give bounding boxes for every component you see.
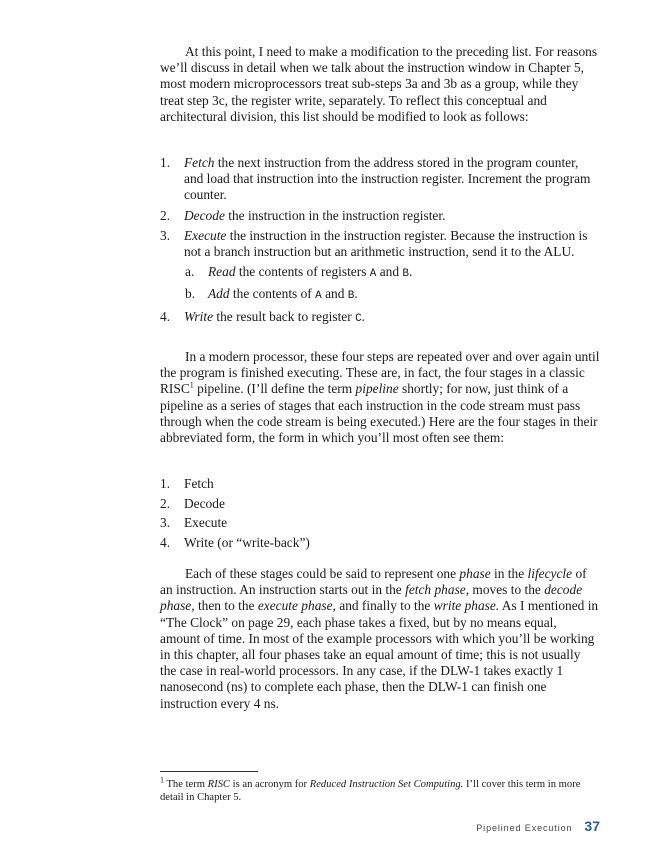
page-number: 37 (584, 818, 600, 834)
term-pipeline: pipeline (355, 381, 399, 397)
term-fetch: Fetch (184, 155, 215, 170)
running-footer-title: Pipelined Execution (476, 823, 573, 833)
paragraph-3: Each of these stages could be said to represent one phase in the lifecycle of an instruction. An instruction starts out in the fetch phase, moves to the decode phase, then to the execute phase, and finally to the write phase. As I mentioned in “The Clock” on page 29, each phase takes a fixed, but by no means equal, amount of time. In most of the example processors with which you’ll be working in this chapter, all four phases take an equal amount of time; this is not usually the case in real-world processors. In any case, if the DLW-1 takes exactly 1 nanosecond (ns) to complete each phase, then the DLW-1 can finish one instruction every 4 ns. (160, 566, 599, 711)
footnote-divider (160, 771, 258, 772)
list-item: 4. Write the result back to register C. (160, 308, 366, 325)
numbered-list-2 (160, 476, 600, 555)
paragraph-1 (160, 44, 600, 125)
term-decode: Decode (184, 207, 225, 223)
register-a: A (315, 290, 322, 303)
list-item: 3. Execute the instruction in the instruction register. Because the instruction is not a branch instruction but an arithmetic instruction, send it to the ALU. a. Read the contents of registers A and B. b. Add the contents of A and B. (160, 228, 600, 305)
list-item: 1. Fetch (160, 476, 214, 491)
register-b: B (402, 268, 410, 281)
numbered-list-1 (160, 155, 600, 331)
list-item: 2. Decode (160, 495, 225, 511)
register-c: C (355, 312, 362, 325)
register-b: B (347, 290, 355, 303)
list-item: 1. Fetch the next instruction from the address stored in the program counter, and load that instruction into the instruction register. Increment the program counter. (160, 155, 591, 203)
paragraph-1-text: At this point, I need to make a modification to the preceding list. For reasons we’ll discuss in detail when we talk about the instruction window in Chapter 5, most modern microprocessors treat sub-steps 3a and 3b as a group, while they treat step 3c, the register write, separately. To reflect this conceptual and architectural division, this list should be modified to look as follows: (160, 44, 598, 124)
term-execute: Execute (184, 227, 227, 243)
term-write: Write (184, 308, 214, 324)
sub-list-item: b. Add the contents of A and B. (185, 286, 358, 303)
list-item: 2. Decode the instruction in the instruction register. (160, 207, 446, 223)
sub-list-item: a. Read the contents of registers A and B. (185, 264, 413, 281)
footnote-ref: 1 (189, 380, 194, 390)
paragraph-2: In a modern processor, these four steps are repeated over and over again until the program is finished executing. These are, in fact, the four stages in a classic RISC$^1$ pipeline. (I’ll define the term pipeline shortly; for now, just think of a pipeline as a series of stages that each instruction in the code stream must pass through when the code stream is being executed.) Here are the four stages in their abbreviated form, the form in which you’ll most often see them: (160, 349, 600, 446)
footnote: $^1$ The term RISC is an acronym for Reduced Instruction Set Computing. I’ll cover this term in more detail in Chapter 5. (160, 775, 581, 803)
list-item: 4. Write (or “write-back”) (160, 535, 310, 551)
list-item: 3. Execute (160, 515, 228, 531)
term-add: Add (208, 286, 230, 302)
register-a: A (369, 268, 377, 281)
term-read: Read (208, 264, 236, 280)
page-footer (476, 818, 600, 836)
